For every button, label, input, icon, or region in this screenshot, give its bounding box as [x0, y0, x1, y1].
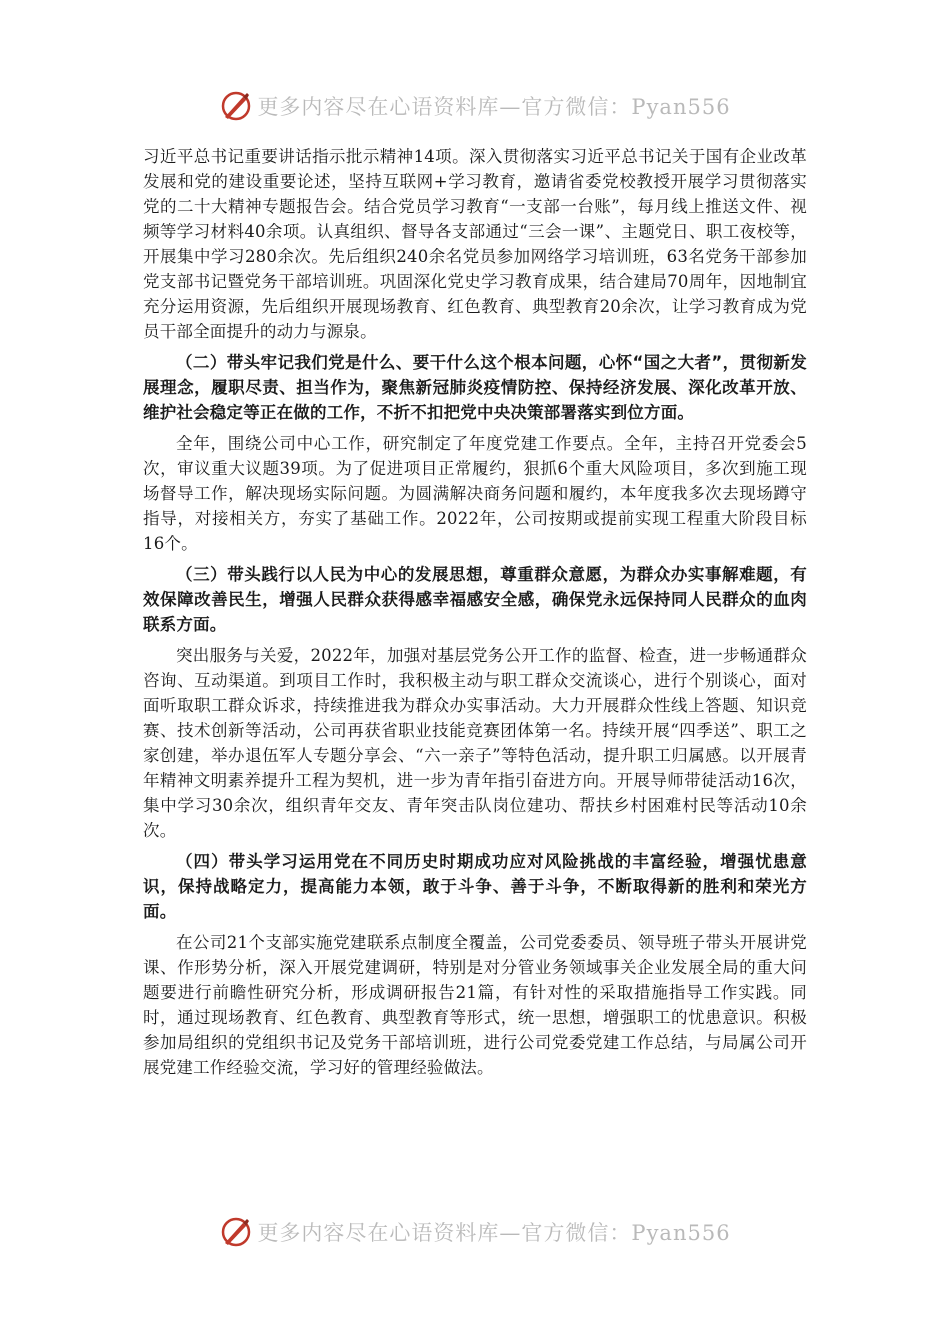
body-paragraph: 习近平总书记重要讲话指示批示精神14项。深入贯彻落实习近平总书记关于国有企业改革发展和党的建设重要论述，坚持互联网+学习教育，邀请省委党校教授开展学习贯彻落实党的二十大精神专题报告会。结合党员学习教育“一支部一台账”，每月线上推送文件、视频等学习材料40余项。认真组织、督导各支部通过“三会一课”、主题党日、职工夜校等，开展集中学习280余次。先后组织240余名党员参加网络学习培训班，63名党务干部参加党支部书记暨党务干部培训班。巩固深化党史学习教育成果，结合建局70周年，因地制宜充分运用资源，先后组织开展现场教育、红色教育、典型教育20余次，让学习教育成为党员干部全面提升的动力与源泉。: [143, 147, 807, 341]
pen-swirl-icon: [219, 1215, 253, 1249]
watermark-text: 更多内容尽在心语资料库—官方微信：Pyan556: [257, 95, 731, 119]
watermark-text: 更多内容尽在心语资料库—官方微信：Pyan556: [257, 1221, 731, 1245]
section-heading: （四）带头学习运用党在不同历史时期成功应对风险挑战的丰富经验，增强忧患意识，保持战略定力，提高能力本领，敢于斗争、善于斗争，不断取得新的胜利和荣光方面。: [143, 852, 807, 921]
document-body: [143, 144, 807, 1080]
pen-swirl-icon: [219, 89, 253, 123]
body-paragraph: 突出服务与关爱，2022年，加强对基层党务公开工作的监督、检查，进一步畅通群众咨询、互动渠道。到项目工作时，我积极主动与职工群众交流谈心，进行个别谈心，面对面听取职工群众诉求，持续推进我为群众办实事活动。大力开展群众性线上答题、知识竞赛、技术创新等活动，公司再获省职业技能竞赛团体第一名。持续开展“四季送”、职工之家创建，举办退伍军人专题分享会、“六一亲子”等特色活动，提升职工归属感。以开展青年精神文明素养提升工程为契机，进一步为青年指引奋进方向。开展导师带徒活动16次，集中学习30余次，组织青年交友、青年突击队岗位建功、帮扶乡村困难村民等活动10余次。: [143, 646, 807, 840]
body-paragraph: 在公司21个支部实施党建联系点制度全覆盖，公司党委委员、领导班子带头开展讲党课、作形势分析，深入开展党建调研，特别是对分管业务领域事关企业发展全局的重大问题要进行前瞻性研究分析，形成调研报告21篇，有针对性的采取措施指导工作实践。同时，通过现场教育、红色教育、典型教育等形式，统一思想，增强职工的忧患意识。积极参加局组织的党组织书记及党务干部培训班，进行公司党委党建工作总结，与局属公司开展党建工作经验交流，学习好的管理经验做法。: [143, 933, 807, 1077]
footer-watermark-banner: [0, 1210, 950, 1254]
section-heading: （三）带头践行以人民为中心的发展思想，尊重群众意愿，为群众办实事解难题，有效保障改善民生，增强人民群众获得感幸福感安全感，确保党永远保持同人民群众的血肉联系方面。: [143, 565, 807, 634]
section-heading: （二）带头牢记我们党是什么、要干什么这个根本问题，心怀“国之大者”，贯彻新发展理念，履职尽责、担当作为，聚焦新冠肺炎疫情防控、保持经济发展、深化改革开放、维护社会稳定等正在做的工作，不折不扣把党中央决策部署落实到位方面。: [143, 353, 807, 422]
body-paragraph: 全年，围绕公司中心工作，研究制定了年度党建工作要点。全年，主持召开党委会5次，审议重大议题39项。为了促进项目正常履约，狠抓6个重大风险项目，多次到施工现场督导工作，解决现场实际问题。为圆满解决商务问题和履约，本年度我多次去现场蹲守指导，对接相关方，夯实了基础工作。2022年，公司按期或提前实现工程重大阶段目标16个。: [143, 434, 807, 553]
header-watermark-banner: [0, 84, 950, 128]
